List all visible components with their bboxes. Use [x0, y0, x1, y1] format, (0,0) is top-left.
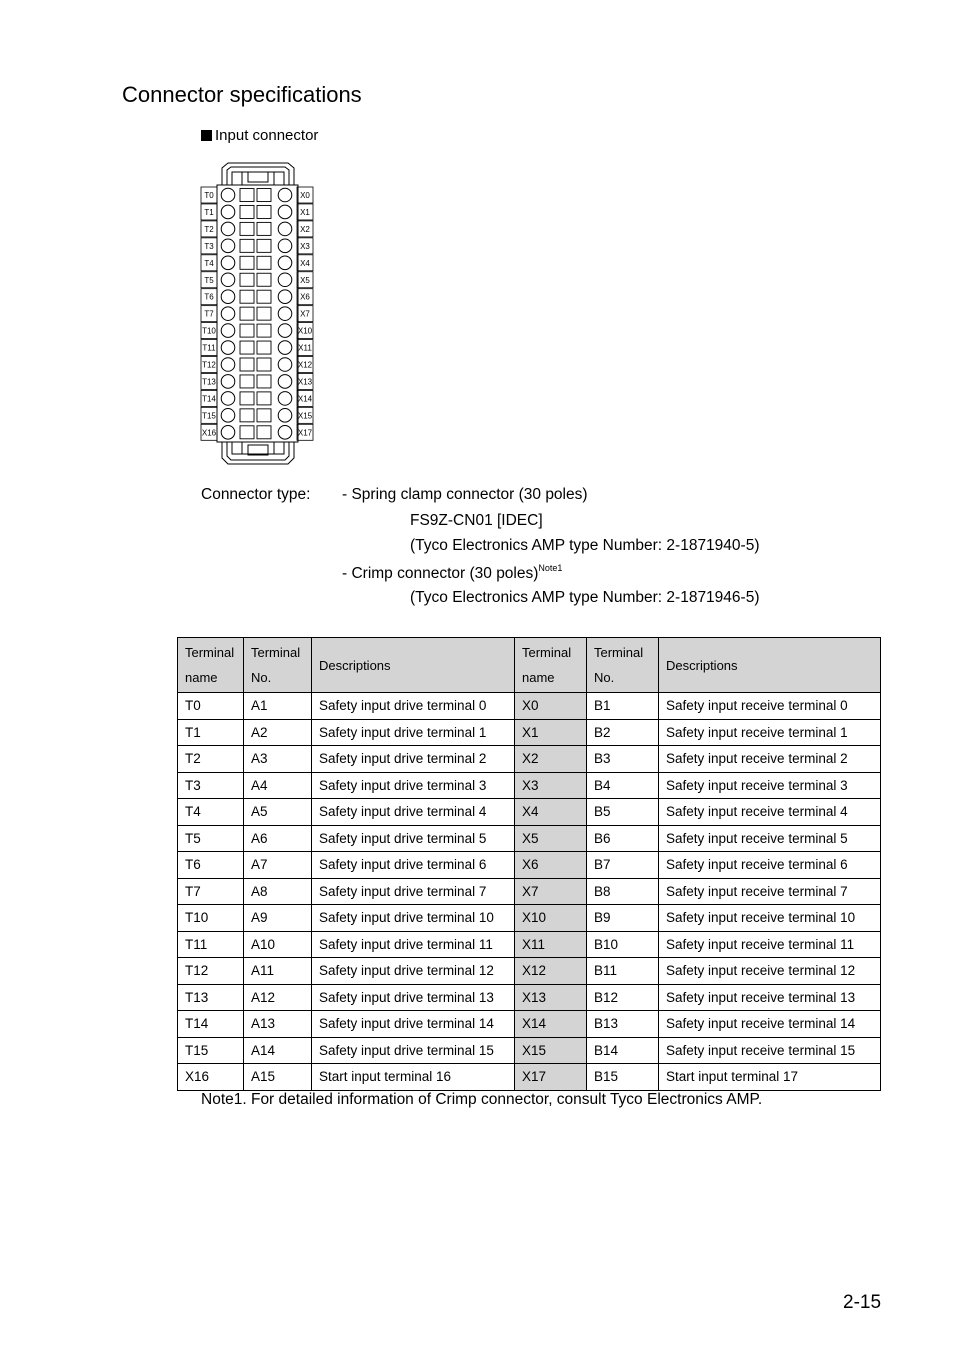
- right-terminal-label: X1: [300, 207, 310, 217]
- terminal-no: A6: [244, 825, 312, 852]
- table-row: [178, 772, 881, 799]
- table-row: [178, 852, 881, 879]
- description: Safety input receive terminal 3: [659, 772, 881, 799]
- terminal-name: X15: [515, 1037, 587, 1064]
- terminal-name: T14: [178, 1011, 244, 1038]
- terminal-no: A15: [244, 1064, 312, 1091]
- right-release-slot: [257, 239, 271, 252]
- left-pin-hole: [221, 239, 235, 253]
- terminal-no: B8: [587, 878, 659, 905]
- terminal-name: X11: [515, 931, 587, 958]
- right-pin-hole: [278, 205, 292, 219]
- terminal-name: T10: [178, 905, 244, 932]
- right-pin-hole: [278, 188, 292, 202]
- terminal-name: X13: [515, 984, 587, 1011]
- table-row: [178, 1011, 881, 1038]
- right-pin-hole: [278, 392, 292, 406]
- left-terminal-label: T5: [204, 275, 214, 285]
- left-release-slot: [240, 273, 254, 286]
- terminal-name: X6: [515, 852, 587, 879]
- connector-row: [201, 221, 313, 237]
- connector-row: [201, 357, 313, 373]
- terminal-name: T5: [178, 825, 244, 852]
- connector-row: [201, 424, 313, 440]
- connector-row: [201, 238, 313, 254]
- terminal-no: B14: [587, 1037, 659, 1064]
- left-terminal-label: T1: [204, 207, 214, 217]
- terminal-name: X14: [515, 1011, 587, 1038]
- right-terminal-label: X15: [297, 411, 313, 421]
- left-pin-hole: [221, 358, 235, 372]
- right-release-slot: [257, 426, 271, 439]
- right-terminal-label: X13: [297, 377, 313, 387]
- table-header-row: [178, 638, 881, 693]
- header-terminal-name: Terminal name: [178, 638, 244, 693]
- connector-row: [201, 323, 313, 339]
- table-row: [178, 905, 881, 932]
- page-title: Connector specifications: [122, 82, 362, 107]
- crimp-spec: [342, 563, 562, 583]
- spring-clamp-model: FS9Z-CN01 [IDEC]: [410, 512, 543, 529]
- terminal-no: A14: [244, 1037, 312, 1064]
- left-release-slot: [240, 409, 254, 422]
- description: Safety input drive terminal 3: [312, 772, 515, 799]
- description: Safety input receive terminal 10: [659, 905, 881, 932]
- table-row: [178, 693, 881, 720]
- left-release-slot: [240, 307, 254, 320]
- terminal-no: A4: [244, 772, 312, 799]
- right-pin-hole: [278, 256, 292, 270]
- left-release-slot: [240, 324, 254, 337]
- left-pin-hole: [221, 324, 235, 338]
- terminal-name: T11: [178, 931, 244, 958]
- right-terminal-label: X10: [297, 326, 313, 336]
- table-row: [178, 931, 881, 958]
- table-row: [178, 1064, 881, 1091]
- description: Safety input receive terminal 4: [659, 799, 881, 826]
- right-release-slot: [257, 392, 271, 405]
- input-connector-diagram: [198, 160, 318, 470]
- right-release-slot: [257, 189, 271, 202]
- description: Safety input drive terminal 5: [312, 825, 515, 852]
- right-pin-hole: [278, 341, 292, 355]
- footnote: Note1. For detailed information of Crimp connector, consult Tyco Electronics AMP.: [201, 1091, 763, 1108]
- terminal-name: T6: [178, 852, 244, 879]
- left-terminal-label: T3: [204, 241, 214, 251]
- table-row: [178, 958, 881, 985]
- description: Safety input receive terminal 7: [659, 878, 881, 905]
- crimp-spec-text: - Crimp connector (30 poles): [342, 565, 539, 582]
- page-number: 2-15: [843, 1292, 882, 1313]
- terminal-no: B7: [587, 852, 659, 879]
- description: Safety input drive terminal 11: [312, 931, 515, 958]
- left-terminal-label: T4: [204, 258, 214, 268]
- terminal-no: A11: [244, 958, 312, 985]
- terminal-name: X0: [515, 693, 587, 720]
- terminal-no: B6: [587, 825, 659, 852]
- header-terminal-no: Terminal No.: [244, 638, 312, 693]
- left-release-slot: [240, 222, 254, 235]
- right-pin-hole: [278, 324, 292, 338]
- terminal-name: T4: [178, 799, 244, 826]
- left-terminal-label: T7: [204, 309, 214, 319]
- description: Safety input drive terminal 10: [312, 905, 515, 932]
- left-pin-hole: [221, 307, 235, 321]
- table-row: [178, 984, 881, 1011]
- terminal-name: X2: [515, 746, 587, 773]
- spring-clamp-amp-number: (Tyco Electronics AMP type Number: 2-1871940-5): [410, 537, 760, 554]
- terminal-name: X5: [515, 825, 587, 852]
- description: Safety input drive terminal 1: [312, 719, 515, 746]
- right-terminal-label: X5: [300, 275, 310, 285]
- terminal-no: B2: [587, 719, 659, 746]
- header-terminal-name: Terminal name: [515, 638, 587, 693]
- left-release-slot: [240, 290, 254, 303]
- table-row: [178, 825, 881, 852]
- terminal-no: A7: [244, 852, 312, 879]
- description: Safety input drive terminal 6: [312, 852, 515, 879]
- right-release-slot: [257, 205, 271, 218]
- left-pin-hole: [221, 222, 235, 236]
- left-terminal-label: T11: [202, 343, 216, 353]
- right-pin-hole: [278, 375, 292, 389]
- header-descriptions: Descriptions: [659, 638, 881, 693]
- description: Safety input drive terminal 2: [312, 746, 515, 773]
- terminal-no: A13: [244, 1011, 312, 1038]
- connector-row: [201, 255, 313, 271]
- terminal-no: B10: [587, 931, 659, 958]
- right-terminal-label: X6: [300, 292, 310, 302]
- section-subheading: [201, 127, 318, 144]
- terminal-no: B1: [587, 693, 659, 720]
- description: Safety input receive terminal 14: [659, 1011, 881, 1038]
- description: Start input terminal 16: [312, 1064, 515, 1091]
- right-release-slot: [257, 358, 271, 371]
- terminal-name: T13: [178, 984, 244, 1011]
- table-row: [178, 878, 881, 905]
- terminal-no: A1: [244, 693, 312, 720]
- right-terminal-label: X12: [297, 360, 313, 370]
- left-release-slot: [240, 358, 254, 371]
- terminal-name: X4: [515, 799, 587, 826]
- description: Safety input receive terminal 5: [659, 825, 881, 852]
- right-pin-hole: [278, 290, 292, 304]
- left-pin-hole: [221, 392, 235, 406]
- right-release-slot: [257, 307, 271, 320]
- right-release-slot: [257, 324, 271, 337]
- terminal-no: B15: [587, 1064, 659, 1091]
- left-terminal-label: T2: [204, 224, 214, 234]
- description: Safety input receive terminal 13: [659, 984, 881, 1011]
- left-terminal-label: T10: [202, 326, 216, 336]
- terminal-no: B9: [587, 905, 659, 932]
- header-terminal-no: Terminal No.: [587, 638, 659, 693]
- left-release-slot: [240, 341, 254, 354]
- terminal-no: B3: [587, 746, 659, 773]
- left-pin-hole: [221, 273, 235, 287]
- left-release-slot: [240, 239, 254, 252]
- table-row: [178, 1037, 881, 1064]
- terminal-no: B5: [587, 799, 659, 826]
- crimp-amp-number: (Tyco Electronics AMP type Number: 2-1871946-5): [410, 589, 760, 606]
- right-release-slot: [257, 375, 271, 388]
- left-terminal-label: T14: [202, 394, 216, 404]
- terminal-name: T2: [178, 746, 244, 773]
- description: Safety input receive terminal 0: [659, 693, 881, 720]
- left-pin-hole: [221, 290, 235, 304]
- left-pin-hole: [221, 188, 235, 202]
- terminal-name: T15: [178, 1037, 244, 1064]
- description: Safety input drive terminal 0: [312, 693, 515, 720]
- terminal-no: A10: [244, 931, 312, 958]
- header-descriptions: Descriptions: [312, 638, 515, 693]
- right-release-slot: [257, 290, 271, 303]
- connector-row: [201, 187, 313, 203]
- terminal-table: [177, 637, 881, 1091]
- terminal-name: T1: [178, 719, 244, 746]
- left-terminal-label: X16: [201, 428, 217, 438]
- crimp-note-ref: Note1: [538, 563, 563, 573]
- left-terminal-label: T15: [202, 411, 216, 421]
- terminal-name: X10: [515, 905, 587, 932]
- right-pin-hole: [278, 307, 292, 321]
- right-release-slot: [257, 409, 271, 422]
- terminal-name: T0: [178, 693, 244, 720]
- terminal-name: X16: [178, 1064, 244, 1091]
- right-pin-hole: [278, 426, 292, 440]
- right-terminal-label: X7: [300, 309, 310, 319]
- terminal-no: A8: [244, 878, 312, 905]
- connector-row: [201, 390, 313, 406]
- description: Safety input drive terminal 4: [312, 799, 515, 826]
- right-terminal-label: X17: [297, 428, 313, 438]
- left-pin-hole: [221, 375, 235, 389]
- connector-body: [217, 185, 298, 442]
- terminal-no: B11: [587, 958, 659, 985]
- terminal-no: B13: [587, 1011, 659, 1038]
- connector-row: [201, 373, 313, 389]
- left-terminal-label: T6: [204, 292, 214, 302]
- right-pin-hole: [278, 273, 292, 287]
- terminal-name: T3: [178, 772, 244, 799]
- terminal-no: A2: [244, 719, 312, 746]
- left-pin-hole: [221, 205, 235, 219]
- terminal-name: X3: [515, 772, 587, 799]
- terminal-no: B4: [587, 772, 659, 799]
- description: Safety input receive terminal 6: [659, 852, 881, 879]
- left-pin-hole: [221, 341, 235, 355]
- right-terminal-label: X11: [298, 343, 312, 353]
- terminal-name: X17: [515, 1064, 587, 1091]
- left-terminal-label: T0: [204, 191, 214, 200]
- description: Safety input drive terminal 7: [312, 878, 515, 905]
- connector-row: [201, 204, 313, 220]
- terminal-no: A5: [244, 799, 312, 826]
- right-terminal-label: X3: [300, 241, 310, 251]
- terminal-no: B12: [587, 984, 659, 1011]
- description: Safety input receive terminal 1: [659, 719, 881, 746]
- table-row: [178, 746, 881, 773]
- connector-type-label: Connector type:: [201, 486, 311, 503]
- description: Safety input drive terminal 13: [312, 984, 515, 1011]
- connector-row: [201, 306, 313, 322]
- terminal-no: A9: [244, 905, 312, 932]
- left-pin-hole: [221, 256, 235, 270]
- table-row: [178, 719, 881, 746]
- description: Safety input receive terminal 2: [659, 746, 881, 773]
- left-pin-hole: [221, 409, 235, 423]
- description: Safety input drive terminal 12: [312, 958, 515, 985]
- left-release-slot: [240, 205, 254, 218]
- right-pin-hole: [278, 239, 292, 253]
- subheading-label: Input connector: [215, 127, 319, 144]
- terminal-no: A12: [244, 984, 312, 1011]
- left-release-slot: [240, 375, 254, 388]
- description: Safety input receive terminal 15: [659, 1037, 881, 1064]
- description: Safety input drive terminal 14: [312, 1011, 515, 1038]
- left-release-slot: [240, 256, 254, 269]
- terminal-name: T7: [178, 878, 244, 905]
- terminal-name: X12: [515, 958, 587, 985]
- description: Start input terminal 17: [659, 1064, 881, 1091]
- left-terminal-label: T12: [202, 360, 216, 370]
- right-pin-hole: [278, 222, 292, 236]
- left-pin-hole: [221, 426, 235, 440]
- square-bullet-icon: [201, 130, 212, 141]
- right-pin-hole: [278, 358, 292, 372]
- right-pin-hole: [278, 409, 292, 423]
- right-release-slot: [257, 222, 271, 235]
- description: Safety input drive terminal 15: [312, 1037, 515, 1064]
- connector-row: [201, 407, 313, 423]
- right-release-slot: [257, 273, 271, 286]
- connector-row: [201, 272, 313, 288]
- left-terminal-label: T13: [202, 377, 216, 387]
- connector-row: [201, 289, 313, 305]
- table-row: [178, 799, 881, 826]
- terminal-name: X1: [515, 719, 587, 746]
- description: Safety input receive terminal 11: [659, 931, 881, 958]
- left-release-slot: [240, 189, 254, 202]
- terminal-name: X7: [515, 878, 587, 905]
- right-terminal-label: X4: [300, 258, 310, 268]
- right-terminal-label: X0: [300, 191, 310, 200]
- description: Safety input receive terminal 12: [659, 958, 881, 985]
- terminal-no: A3: [244, 746, 312, 773]
- terminal-name: T12: [178, 958, 244, 985]
- spring-clamp-spec: - Spring clamp connector (30 poles): [342, 486, 588, 503]
- left-release-slot: [240, 426, 254, 439]
- right-release-slot: [257, 256, 271, 269]
- right-terminal-label: X2: [300, 224, 310, 234]
- right-terminal-label: X14: [297, 394, 313, 404]
- left-release-slot: [240, 392, 254, 405]
- right-release-slot: [257, 341, 271, 354]
- connector-row: [201, 340, 313, 356]
